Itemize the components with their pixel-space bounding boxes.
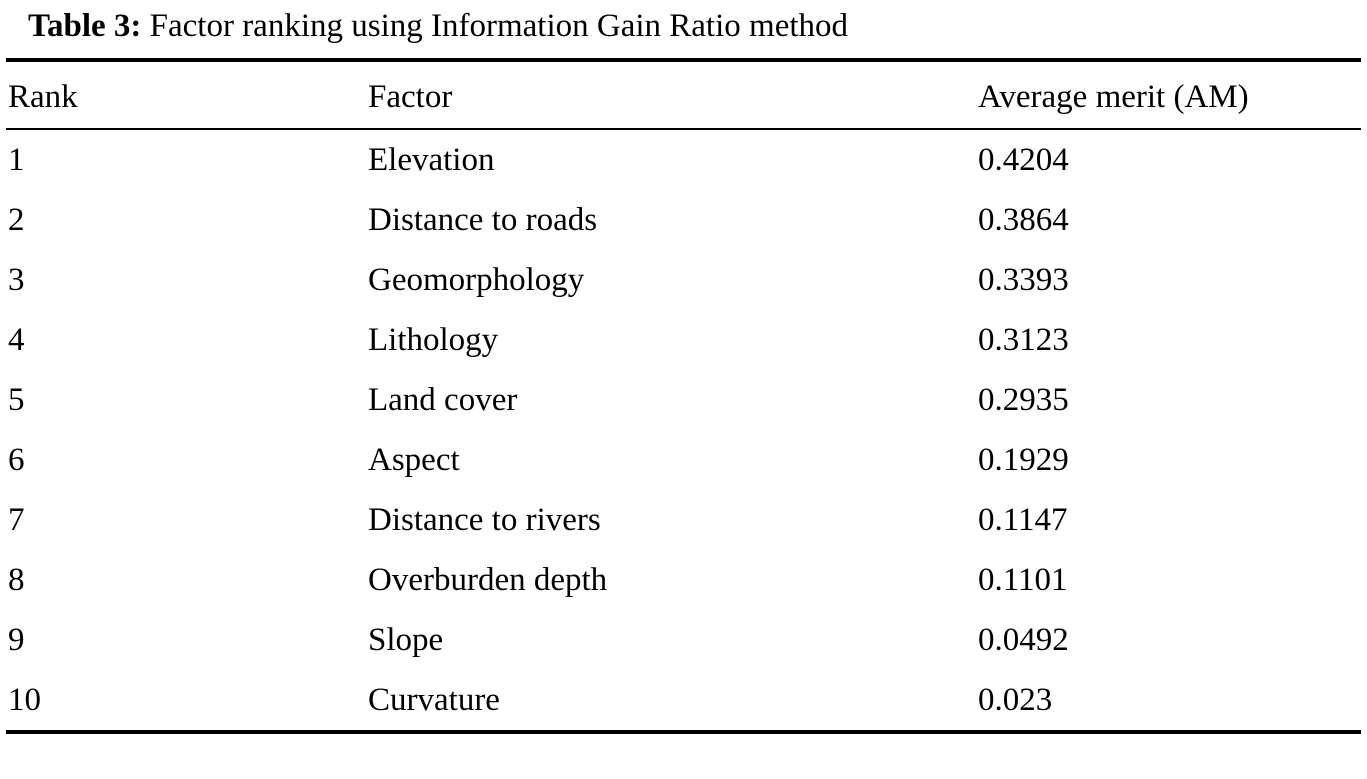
cell-factor: Geomorphology (368, 262, 585, 298)
column-header-average-merit: Average merit (AM) (978, 79, 1249, 115)
cell-rank: 1 (8, 142, 25, 178)
cell-average-merit: 0.1147 (978, 502, 1068, 538)
cell-average-merit: 0.3393 (978, 262, 1069, 298)
table-row (6, 370, 1361, 430)
table-bottom-rule (6, 730, 1361, 734)
cell-average-merit: 0.3123 (978, 322, 1069, 358)
cell-rank: 6 (8, 442, 25, 478)
cell-rank: 4 (8, 322, 25, 358)
cell-factor: Lithology (368, 322, 499, 358)
cell-average-merit: 0.0492 (978, 622, 1069, 658)
cell-average-merit: 0.1101 (978, 562, 1068, 598)
cell-factor: Elevation (368, 142, 495, 178)
table-row (6, 250, 1361, 310)
table-caption-label: Table 3: (28, 8, 142, 44)
table-header-row (6, 62, 1361, 128)
cell-factor: Distance to roads (368, 202, 598, 238)
cell-factor: Slope (368, 622, 444, 658)
table-row (6, 670, 1361, 730)
cell-rank: 5 (8, 382, 25, 418)
table-caption-text: Factor ranking using Information Gain Ratio method (149, 8, 849, 44)
table-row (6, 610, 1361, 670)
column-header-factor: Factor (368, 79, 453, 115)
cell-factor: Aspect (368, 442, 460, 478)
cell-factor: Curvature (368, 682, 500, 718)
table-row (6, 490, 1361, 550)
column-header-rank: Rank (8, 79, 78, 115)
table-body (6, 130, 1361, 730)
cell-average-merit: 0.1929 (978, 442, 1069, 478)
factor-ranking-table (6, 62, 1361, 128)
cell-rank: 10 (8, 682, 41, 718)
cell-factor: Distance to rivers (368, 502, 601, 538)
table-row (6, 310, 1361, 370)
cell-average-merit: 0.023 (978, 682, 1053, 718)
cell-average-merit: 0.4204 (978, 142, 1069, 178)
cell-factor: Overburden depth (368, 562, 608, 598)
cell-rank: 7 (8, 502, 25, 538)
factor-ranking-table-body (6, 130, 1361, 730)
table-row (6, 550, 1361, 610)
cell-average-merit: 0.3864 (978, 202, 1069, 238)
table-header (6, 62, 1361, 128)
cell-factor: Land cover (368, 382, 518, 418)
table-row (6, 190, 1361, 250)
cell-rank: 9 (8, 622, 25, 658)
cell-rank: 2 (8, 202, 25, 238)
cell-rank: 3 (8, 262, 25, 298)
table-caption (6, 0, 1361, 58)
table-row (6, 430, 1361, 490)
table-row (6, 130, 1361, 190)
cell-rank: 8 (8, 562, 25, 598)
cell-average-merit: 0.2935 (978, 382, 1069, 418)
